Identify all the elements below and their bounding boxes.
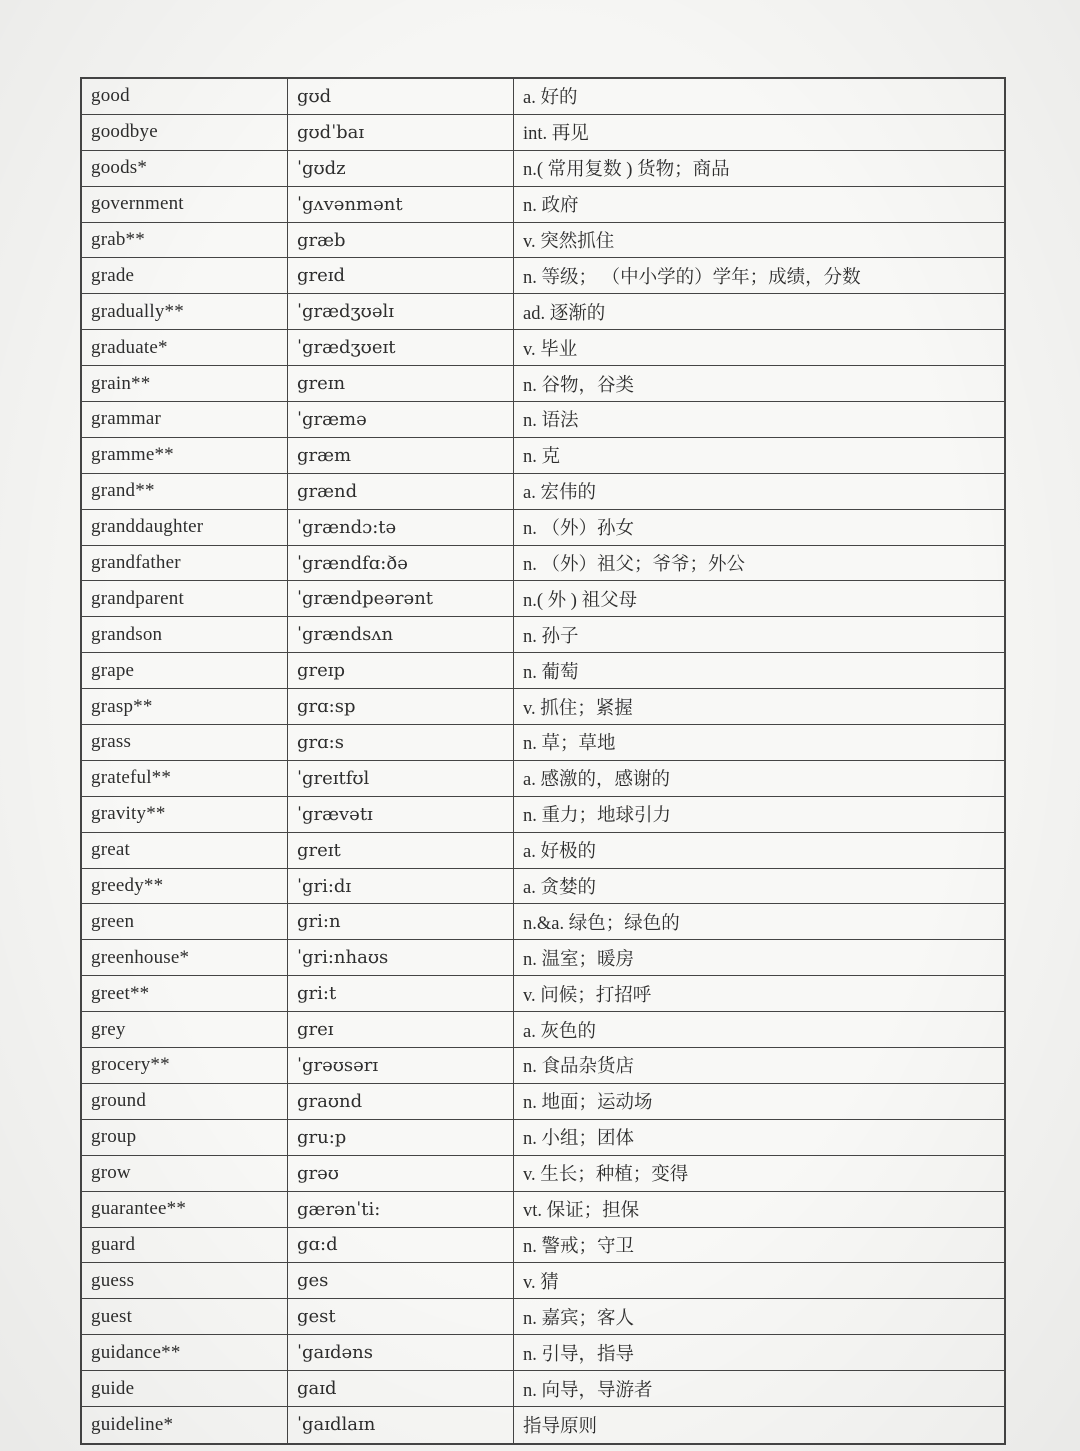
phonetic-cell: ˈgrændfɑ:ðə (288, 546, 514, 581)
definition-cell: a. 贪婪的 (523, 878, 596, 899)
table-row (82, 510, 1004, 546)
word-cell: grow (82, 1156, 288, 1191)
table-row (82, 438, 1004, 474)
word-cell: goodbye (82, 115, 288, 150)
phonetic-cell: ˈgrævətɪ (288, 797, 514, 832)
definition-cell: n. （外）祖父；爷爷；外公 (523, 555, 746, 576)
word-cell: gramme** (82, 438, 288, 473)
phonetic-cell: ˈgreɪtfʊl (288, 761, 514, 796)
table-row (82, 1228, 1004, 1264)
phonetic-cell: ˈgræmə (288, 402, 514, 437)
word-cell: guest (82, 1299, 288, 1334)
word-cell: graduate* (82, 330, 288, 365)
table-row (82, 1407, 1004, 1443)
phonetic-cell: grəʊ (288, 1156, 514, 1191)
phonetic-cell: gaɪd (288, 1371, 514, 1406)
phonetic-cell: gʊd (288, 79, 514, 114)
definition-cell: n. 草；草地 (523, 734, 616, 755)
table-row (82, 187, 1004, 223)
table-row (82, 761, 1004, 797)
definition-cell: n. 葡萄 (523, 662, 579, 683)
phonetic-cell: greɪp (288, 653, 514, 688)
word-cell: granddaughter (82, 510, 288, 545)
definition-cell: n. 政府 (523, 196, 579, 217)
definition-cell: n. 引导，指导 (523, 1344, 635, 1365)
definition-cell: n.( 常用复数 ) 货物；商品 (523, 160, 730, 181)
word-cell: grateful** (82, 761, 288, 796)
phonetic-cell: greɪt (288, 833, 514, 868)
definition-cell: a. 感激的，感谢的 (523, 770, 670, 791)
phonetic-cell: gru:p (288, 1120, 514, 1155)
definition-cell: n. 警戒；守卫 (523, 1236, 635, 1257)
phonetic-cell: gʊdˈbaɪ (288, 115, 514, 150)
word-cell: good (82, 79, 288, 114)
definition-cell: a. 灰色的 (523, 1021, 596, 1042)
phonetic-cell: grɑ:s (288, 725, 514, 760)
table-row (82, 1263, 1004, 1299)
word-cell: guarantee** (82, 1192, 288, 1227)
word-cell: grandson (82, 617, 288, 652)
definition-cell: v. 突然抓住 (523, 232, 615, 252)
word-cell: ground (82, 1084, 288, 1119)
phonetic-cell: grænd (288, 474, 514, 509)
phonetic-cell: ˈgrændsʌn (288, 617, 514, 652)
table-row (82, 402, 1004, 438)
definition-cell: n. 地面；运动场 (523, 1093, 653, 1114)
phonetic-cell: ges (288, 1263, 514, 1298)
definition-cell: a. 好的 (523, 88, 578, 109)
table-row (82, 546, 1004, 582)
table-row (82, 1084, 1004, 1120)
definition-cell: n. 向导，导游者 (523, 1380, 653, 1401)
phonetic-cell: ˈgrædʒʊeɪt (288, 330, 514, 365)
table-row (82, 474, 1004, 510)
definition-cell: n. 等级； （中小学的）学年；成绩，分数 (523, 267, 861, 288)
definition-cell: n. 嘉宾；客人 (523, 1308, 635, 1329)
definition-cell: vt. 保证；担保 (523, 1201, 640, 1222)
word-cell: grab** (82, 223, 288, 258)
word-cell: greedy** (82, 869, 288, 904)
phonetic-cell: græb (288, 223, 514, 258)
word-cell: green (82, 904, 288, 939)
phonetic-cell: gest (288, 1299, 514, 1334)
phonetic-cell: ˈgʌvənmənt (288, 187, 514, 222)
table-row (82, 1048, 1004, 1084)
definition-cell: n. 孙子 (523, 626, 579, 647)
table-row (82, 1371, 1004, 1407)
definition-cell: ad. 逐渐的 (523, 303, 606, 324)
table-row (82, 1335, 1004, 1371)
phonetic-cell: ˈgri:nhaʊs (288, 940, 514, 975)
table-row (82, 797, 1004, 833)
phonetic-cell: græm (288, 438, 514, 473)
table-row (82, 151, 1004, 187)
definition-cell: n.( 外 ) 祖父母 (523, 590, 638, 611)
definition-cell: v. 毕业 (523, 339, 578, 360)
definition-cell: a. 宏伟的 (523, 483, 596, 504)
table-row (82, 1299, 1004, 1335)
phonetic-cell: grɑ:sp (288, 689, 514, 724)
definition-cell: n. 语法 (523, 411, 579, 432)
definition-cell: n. 克 (523, 447, 561, 468)
table-row (82, 833, 1004, 869)
word-cell: grammar (82, 402, 288, 437)
table-row (82, 258, 1004, 294)
table-row (82, 115, 1004, 151)
table-row (82, 330, 1004, 366)
table-row (82, 366, 1004, 402)
word-cell: great (82, 833, 288, 868)
definition-cell: n. 重力；地球引力 (523, 806, 672, 827)
phonetic-cell: gri:n (288, 904, 514, 939)
word-cell: grasp** (82, 689, 288, 724)
table-row (82, 904, 1004, 940)
phonetic-cell: graʊnd (288, 1084, 514, 1119)
phonetic-cell: ˈgrəʊsərɪ (288, 1048, 514, 1083)
definition-cell: n.&a. 绿色；绿色的 (523, 913, 680, 934)
table-row (82, 294, 1004, 330)
definition-cell: int. 再见 (523, 124, 589, 145)
definition-cell: n. （外）孙女 (523, 519, 635, 540)
table-row (82, 689, 1004, 725)
word-cell: goods* (82, 151, 288, 186)
definition-cell: v. 生长；种植；变得 (523, 1165, 689, 1186)
definition-cell: v. 猜 (523, 1272, 559, 1293)
word-cell: guideline* (82, 1407, 288, 1443)
word-cell: grey (82, 1012, 288, 1047)
phonetic-cell: ˈgri:dɪ (288, 869, 514, 904)
table-row (82, 725, 1004, 761)
definition-cell: a. 好极的 (523, 842, 596, 863)
table-row (82, 976, 1004, 1012)
word-cell: guard (82, 1228, 288, 1263)
word-cell: grain** (82, 366, 288, 401)
word-cell: grass (82, 725, 288, 760)
phonetic-cell: greɪ (288, 1012, 514, 1047)
word-cell: greet** (82, 976, 288, 1011)
table-row (82, 1156, 1004, 1192)
definition-cell: 指导原则 (523, 1416, 598, 1437)
definition-cell: v. 抓住；紧握 (523, 698, 633, 719)
word-cell: gradually** (82, 294, 288, 329)
word-cell: group (82, 1120, 288, 1155)
table-row (82, 581, 1004, 617)
phonetic-cell: ˈgrændɔ:tə (288, 510, 514, 545)
table-row (82, 653, 1004, 689)
phonetic-cell: ˈgrædʒʊəlɪ (288, 294, 514, 329)
word-cell: guess (82, 1263, 288, 1298)
phonetic-cell: gɑ:d (288, 1228, 514, 1263)
word-cell: grand** (82, 474, 288, 509)
table-row (82, 79, 1004, 115)
definition-cell: n. 小组；团体 (523, 1129, 635, 1150)
table-row (82, 223, 1004, 259)
word-cell: government (82, 187, 288, 222)
phonetic-cell: greɪn (288, 366, 514, 401)
vocab-table (80, 77, 1006, 1445)
definition-cell: n. 温室；暖房 (523, 949, 635, 970)
phonetic-cell: ˈgaɪdlaɪn (288, 1407, 514, 1443)
phonetic-cell: greɪd (288, 258, 514, 293)
word-cell: grade (82, 258, 288, 293)
phonetic-cell: gri:t (288, 976, 514, 1011)
table-row (82, 1012, 1004, 1048)
definition-cell: n. 谷物，谷类 (523, 375, 635, 396)
phonetic-cell: ˈgrændpeərənt (288, 581, 514, 616)
table-row (82, 617, 1004, 653)
table-row (82, 869, 1004, 905)
phonetic-cell: ˈgaɪdəns (288, 1335, 514, 1370)
word-cell: guide (82, 1371, 288, 1406)
table-row (82, 1120, 1004, 1156)
definition-cell: n. 食品杂货店 (523, 1057, 635, 1078)
table-row (82, 940, 1004, 976)
word-cell: grandfather (82, 546, 288, 581)
table-row (82, 1192, 1004, 1228)
word-cell: guidance** (82, 1335, 288, 1370)
word-cell: grandparent (82, 581, 288, 616)
phonetic-cell: gærənˈti: (288, 1192, 514, 1227)
word-cell: grocery** (82, 1048, 288, 1083)
word-cell: grape (82, 653, 288, 688)
word-cell: greenhouse* (82, 940, 288, 975)
definition-cell: v. 问候；打招呼 (523, 985, 652, 1006)
phonetic-cell: ˈgʊdz (288, 151, 514, 186)
word-cell: gravity** (82, 797, 288, 832)
